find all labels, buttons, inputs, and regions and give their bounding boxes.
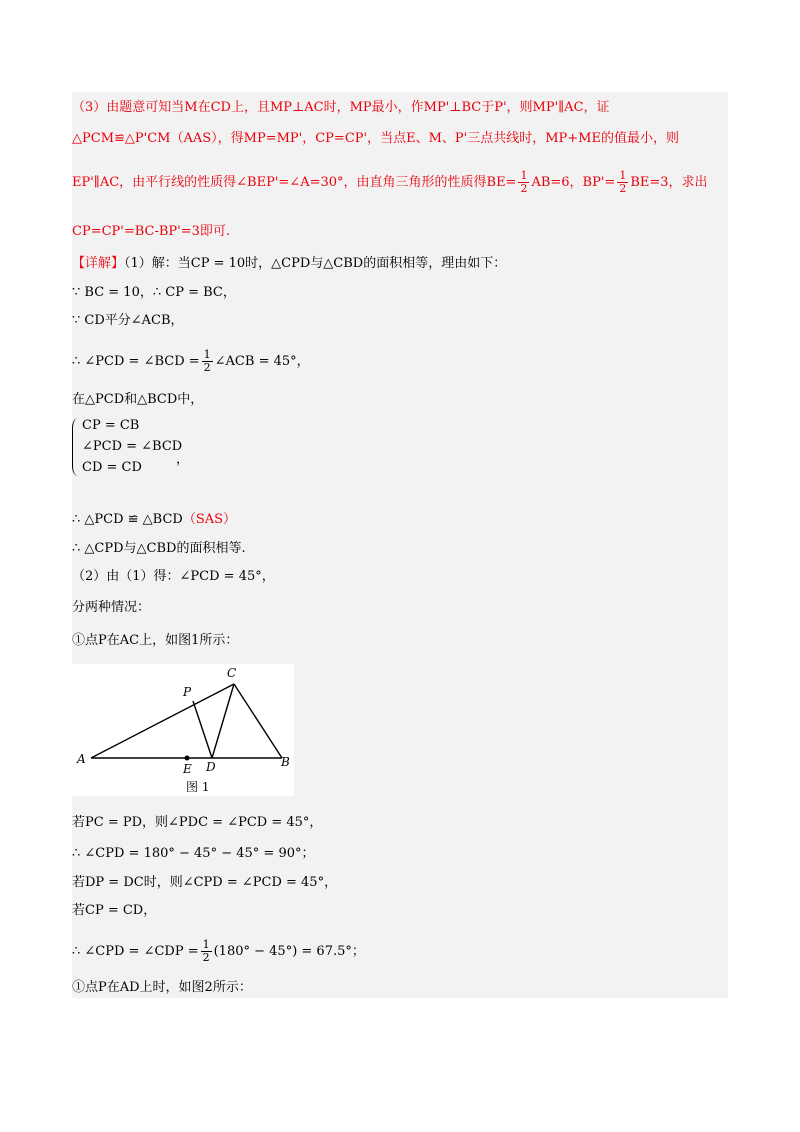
label-b: B <box>281 755 290 769</box>
system-row-2: ∠PCD = ∠BCD <box>82 439 183 454</box>
solution-line-6: ∴ △PCD ≌ △BCD（SAS） <box>72 512 237 527</box>
detail-tag: 【详解】 <box>72 256 125 271</box>
hint-line-3b: AB=6，BP'= <box>531 175 616 190</box>
segment-pd <box>193 701 212 758</box>
solution-line-11: 若PC = PD，则∠PDC = ∠PCD = 45°， <box>72 815 323 830</box>
figure-1 <box>72 664 294 796</box>
segment-ac <box>91 684 234 758</box>
hint-line-1: （3）由题意可知当M在CD上，且MP⊥AC时，MP最小，作MP'⊥BC于P'，则MP'∥AC，证 <box>72 100 610 115</box>
solution-line-14: 若CP = CD， <box>72 903 157 918</box>
hint-line-3 <box>72 170 708 195</box>
fraction-half: $\frac{1}{2}$ <box>202 938 210 964</box>
hint-line-2: △PCM≌△P'CM（AAS），得MP=MP'，CP=CP'，当点E、M、P'三点共线时，MP+ME的值最小，则 <box>72 131 679 146</box>
solution-line-3: ∵ CD平分∠ACB， <box>72 313 184 328</box>
solution-line-2: ∵ BC = 10，∴ CP = BC， <box>72 285 236 300</box>
solution-line-12: ∴ ∠CPD = 180° − 45° − 45° = 90°； <box>72 846 315 861</box>
solution-line-4: ∴ ∠PCD = ∠BCD = $\frac{1}{2}$ ∠ACB = 45°， <box>72 348 310 374</box>
solution-line-10: ①点P在AC上，如图1所示： <box>72 633 239 648</box>
figure-caption: 图 1 <box>186 780 210 794</box>
solution-line-15: ∴ ∠CPD = ∠CDP = $\frac{1}{2}$ (180° − 45°) = 67.5°； <box>72 938 365 964</box>
solution-line-8: （2）由（1）得：∠PCD = 45°， <box>72 569 275 584</box>
solution-line-5: 在△PCD和△BCD中， <box>72 392 204 407</box>
fraction-half: $\frac{1}{2}$ <box>203 348 211 374</box>
solution-line-7: ∴ △CPD与△CBD的面积相等. <box>72 541 246 556</box>
detail-line-1: 【详解】（1）解：当CP = 10时，△CPD与△CBD的面积相等，理由如下： <box>72 256 507 271</box>
hint-line-3a: EP'∥AC，由平行线的性质得∠BEP'=∠A=30°，由直角三角形的性质得BE= <box>72 175 517 190</box>
system-row-1: CP = CB <box>82 418 140 433</box>
label-d: D <box>206 760 216 774</box>
system-tail: ， <box>176 452 190 467</box>
brace-symbol <box>72 418 79 476</box>
hint-line-4: CP=CP'=BC-BP'=3即可. <box>72 224 231 239</box>
fraction-half: $\frac{1}{2}$ <box>619 169 627 195</box>
solution-line-9: 分两种情况： <box>72 600 151 615</box>
label-c: C <box>227 666 237 680</box>
label-a: A <box>77 752 86 766</box>
hint-line-3c: BE=3，求出 <box>630 175 708 190</box>
label-p: P <box>183 685 192 699</box>
solution-line-16: ①点P在AD上时，如图2所示： <box>72 980 252 995</box>
label-e: E <box>183 762 192 776</box>
point-e <box>185 756 190 761</box>
system-row-3: CD = CD <box>82 460 142 475</box>
segment-cd <box>212 684 234 758</box>
segment-cb <box>234 684 282 758</box>
triangle-diagram <box>72 664 294 796</box>
solution-line-13: 若DP = DC时，则∠CPD = ∠PCD = 45°， <box>72 875 338 890</box>
fraction-half: $\frac{1}{2}$ <box>520 169 528 195</box>
